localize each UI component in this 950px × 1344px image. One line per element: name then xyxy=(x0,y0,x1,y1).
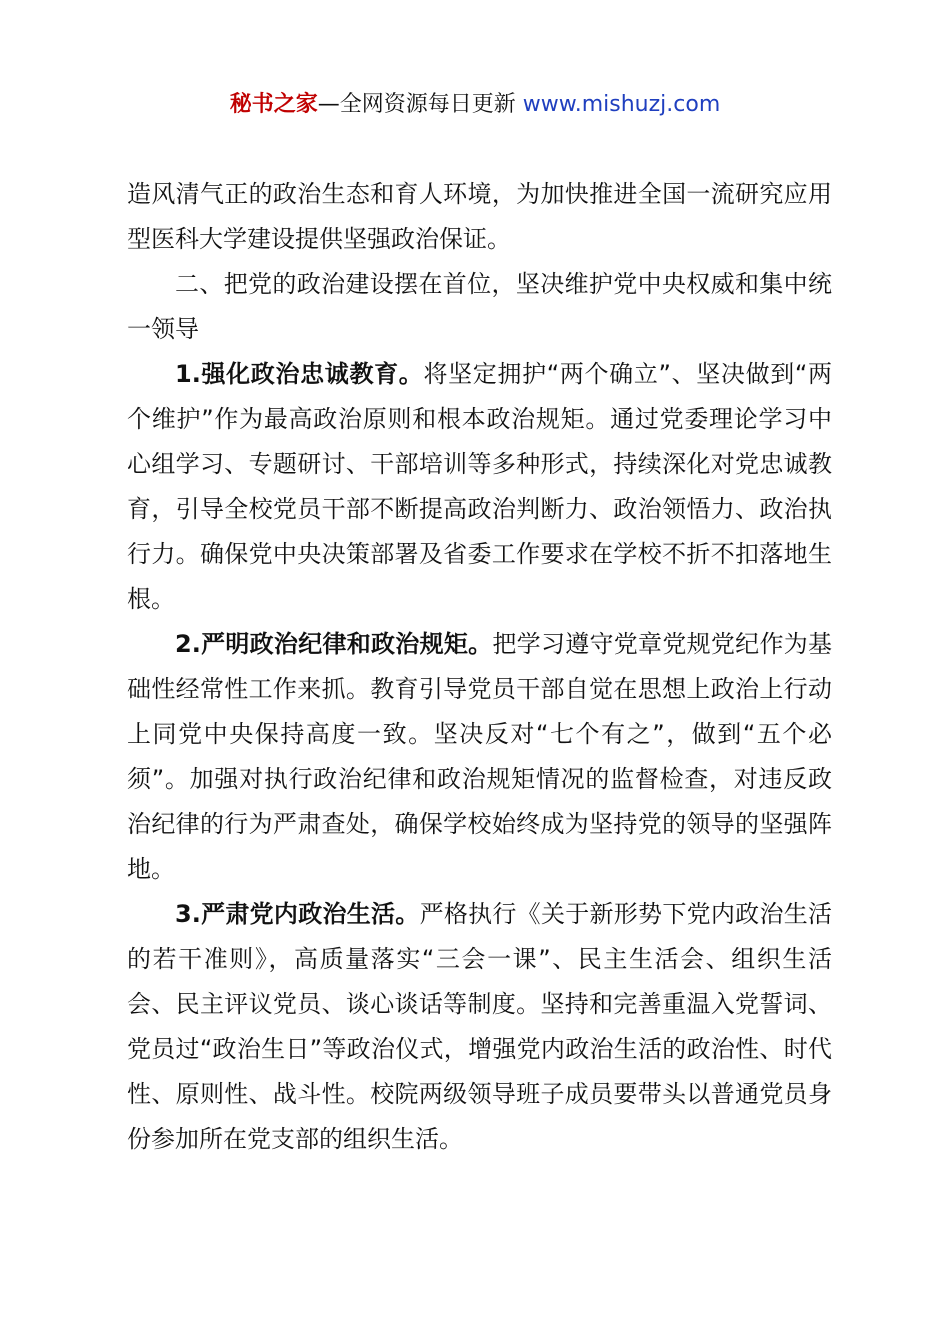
item-body-1: 将坚定拥护“两个确立”、坚决做到“两个维护”作为最高政治原则和根本政治规矩。通过党委理论学习中心组学习、专题研讨、干部培训等多种形式，持续深化对党忠诚教育，引导全校党员干部不断提高政治判断力、政治领悟力、政治执行力。确保党中央决策部署及省委工作要求在学校不折不扣落地生根。 xyxy=(127,360,832,613)
item-lead-3: 3.严肃党内政治生活。 xyxy=(175,900,420,928)
document-body xyxy=(127,172,832,1162)
header-url-link[interactable]: www.mishuzj.com xyxy=(522,92,721,117)
item-paragraph-2 xyxy=(127,622,832,892)
item-paragraph-3 xyxy=(127,892,832,1162)
header-tagline: —全网资源每日更新 xyxy=(317,92,523,117)
item-lead-1: 1.强化政治忠诚教育。 xyxy=(175,360,424,388)
section-heading: 二、把党的政治建设摆在首位，坚决维护党中央权威和集中统一领导 xyxy=(127,270,832,343)
page-header xyxy=(0,88,950,122)
item-paragraph-1 xyxy=(127,352,832,622)
header-brand: 秘书之家 xyxy=(229,92,318,117)
continuation-paragraph: 造风清气正的政治生态和育人环境，为加快推进全国一流研究应用型医科大学建设提供坚强政治保证。 xyxy=(127,180,832,253)
item-lead-2: 2.严明政治纪律和政治规矩。 xyxy=(175,630,493,658)
item-body-3: 严格执行《关于新形势下党内政治生活的若干准则》，高质量落实“三会一课”、民主生活会、组织生活会、民主评议党员、谈心谈话等制度。坚持和完善重温入党誓词、党员过“政治生日”等政治仪式，增强党内政治生活的政治性、时代性、原则性、战斗性。校院两级领导班子成员要带头以普通党员身份参加所在党支部的组织生活。 xyxy=(127,900,832,1153)
item-body-2: 把学习遵守党章党规党纪作为基础性经常性工作来抓。教育引导党员干部自觉在思想上政治上行动上同党中央保持高度一致。坚决反对“七个有之”，做到“五个必须”。加强对执行政治纪律和政治规矩情况的监督检查，对违反政治纪律的行为严肃查处，确保学校始终成为坚持党的领导的坚强阵地。 xyxy=(127,630,832,883)
